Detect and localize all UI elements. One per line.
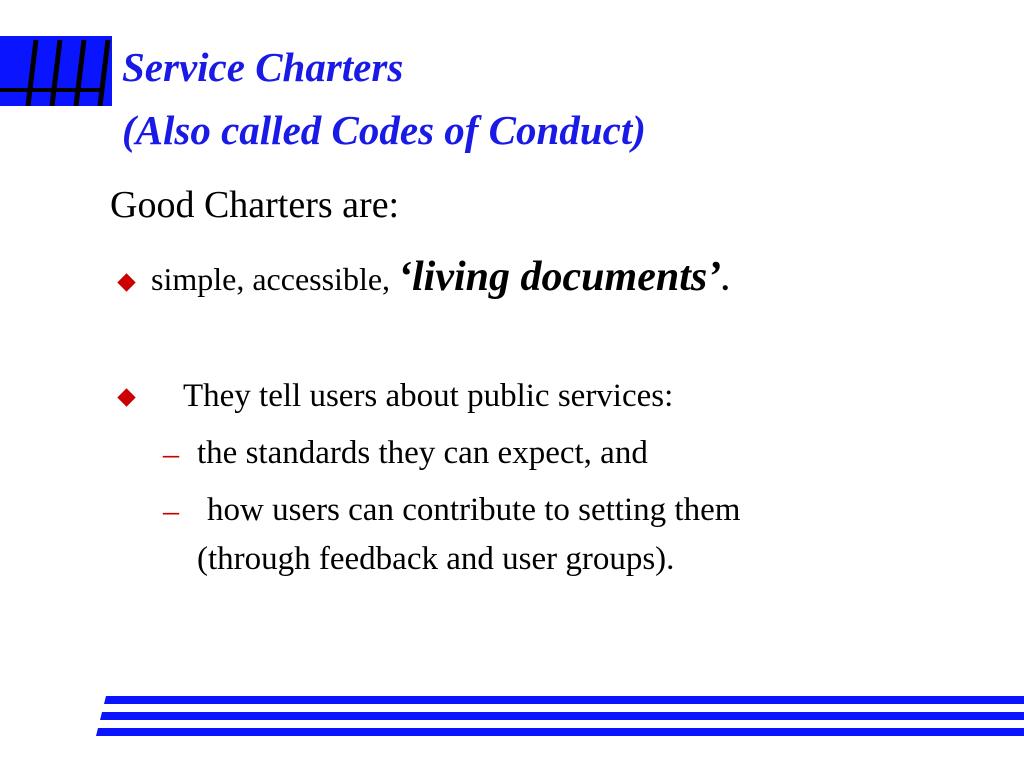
sub-item-dash: – [163,435,179,471]
bullet-item-1-emphasis: ‘living documents’ [398,254,722,300]
sub-item-1: the standards they can expect, and [197,435,648,471]
striped-bars-logo [0,36,112,106]
horizontal-stripes-decoration [92,696,1024,738]
intro-heading: Good Charters are: [110,184,400,226]
bullet-item-1-end: . [721,261,730,297]
diamond-bullet-icon [117,388,135,406]
sub-item-2-line-1: how users can contribute to setting them [207,492,741,528]
bullet-item-2: They tell users about public services: [183,378,674,414]
bullet-item-1-plain: simple, accessible, [151,261,399,297]
bullet-item-1 [151,252,729,311]
slide-title-line-2: (Also called Codes of Conduct) [122,107,646,153]
diamond-bullet-icon [117,273,135,291]
sub-item-2-line-2: (through feedback and user groups). [197,541,675,577]
slide-title-line-1: Service Charters [122,44,404,90]
sub-item-dash: – [163,492,179,528]
